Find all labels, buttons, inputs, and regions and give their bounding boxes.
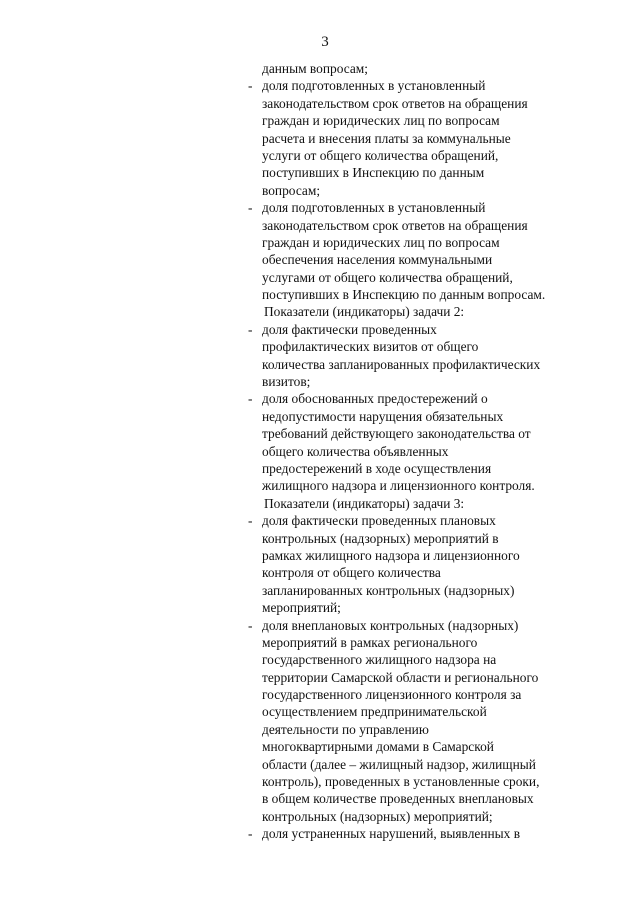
text-line (248, 599, 593, 616)
text-line (248, 338, 593, 355)
text-line (248, 217, 593, 234)
line-text: поступивших в Инспекцию по данным вопросам. (262, 287, 546, 303)
line-text: законодательством срок ответов на обращения (262, 95, 528, 111)
line-text: многоквартирными домами в Самарской (262, 739, 494, 755)
line-text: доля внеплановых контрольных (надзорных) (262, 617, 519, 633)
line-text: области (далее – жилищный надзор, жилищный (262, 756, 536, 772)
line-text: граждан и юридических лиц по вопросам (262, 234, 500, 250)
line-text: деятельности по управлению (262, 721, 429, 737)
line-text: услуги от общего количества обращений, (262, 147, 499, 163)
text-line (248, 756, 593, 773)
line-text: доля подготовленных в установленный (262, 78, 486, 94)
line-text: контроля от общего количества (262, 565, 441, 581)
text-line (248, 703, 593, 720)
list-item-line (248, 617, 593, 634)
line-text: данным вопросам; (262, 61, 368, 76)
text-line (248, 147, 593, 164)
line-text: контрольных (надзорных) мероприятий; (262, 808, 493, 824)
line-text: рамках жилищного надзора и лицензионного (262, 547, 520, 563)
text-line (248, 547, 593, 564)
line-text: обеспечения населения коммунальными (262, 252, 493, 268)
text-line (248, 112, 593, 129)
text-line (248, 564, 593, 581)
text-line (248, 164, 593, 181)
text-line (248, 721, 593, 738)
bullet-dash: - (248, 78, 253, 94)
text-line (248, 425, 593, 442)
line-text: доля фактически проведенных (262, 321, 437, 337)
text-line (248, 356, 593, 373)
text-line (248, 443, 593, 460)
line-text: общего количества объявленных (262, 443, 449, 459)
line-text: осуществлением предпринимательской (262, 704, 487, 720)
section-heading-line (248, 303, 593, 320)
text-line (248, 808, 593, 825)
list-item-line (248, 321, 593, 338)
text-line (248, 60, 593, 77)
line-text: расчета и внесения платы за коммунальные (262, 130, 511, 146)
line-text: территории Самарской области и регионального (262, 669, 539, 685)
line-text: недопустимости нарущения обязательных (262, 408, 504, 424)
line-text: доля фактически проведенных плановых (262, 513, 496, 529)
list-item-line (248, 390, 593, 407)
line-text: Показатели (индикаторы) задачи 3: (264, 495, 465, 511)
text-line (248, 286, 593, 303)
text-line (248, 234, 593, 251)
text-line (248, 269, 593, 286)
text-line (248, 651, 593, 668)
list-item-line (248, 825, 593, 842)
line-text: граждан и юридических лиц по вопросам (262, 113, 500, 129)
bullet-dash: - (248, 200, 253, 216)
line-text: доля устраненных нарушений, выявленных в (262, 826, 521, 842)
line-text: в общем количестве проведенных внеплановых (262, 791, 534, 807)
line-text: жилищного надзора и лицензионного контроля. (262, 478, 535, 494)
line-text: мероприятий; (262, 600, 341, 616)
line-text: поступивших в Инспекцию по данным (262, 165, 485, 181)
line-text: контрольных (надзорных) мероприятий в (262, 530, 499, 546)
text-line (248, 738, 593, 755)
line-text: запланированных контрольных (надзорных) (262, 582, 515, 598)
line-text: количества запланированных профилактических (262, 356, 541, 372)
line-text: вопросам; (262, 182, 321, 198)
text-line (248, 634, 593, 651)
text-line (248, 686, 593, 703)
text-line (248, 95, 593, 112)
text-line (248, 669, 593, 686)
list-item-line (248, 77, 593, 94)
line-text: услугами от общего количества обращений, (262, 269, 513, 285)
bullet-dash: - (248, 617, 253, 633)
line-text: доля обоснованных предостережений о (262, 391, 488, 407)
text-line (248, 373, 593, 390)
list-item-line (248, 199, 593, 216)
line-text: требований действующего законодательства от (262, 426, 531, 442)
line-text: государственного лицензионного контроля за (262, 687, 522, 703)
text-line (248, 790, 593, 807)
text-line (248, 773, 593, 790)
line-text: государственного жилищного надзора на (262, 652, 497, 668)
line-text: предостережений в ходе осуществления (262, 460, 492, 476)
text-line (248, 477, 593, 494)
list-item-line (248, 512, 593, 529)
bullet-dash: - (248, 513, 253, 529)
line-text: мероприятий в рамках регионального (262, 634, 478, 650)
text-line (248, 182, 593, 199)
section-heading-line (248, 495, 593, 512)
text-line (248, 582, 593, 599)
text-line (248, 251, 593, 268)
line-text: визитов; (262, 374, 311, 390)
text-line (248, 530, 593, 547)
bullet-dash: - (248, 321, 253, 337)
line-text: профилактических визитов от общего (262, 339, 479, 355)
line-text: Показатели (индикаторы) задачи 2: (264, 304, 465, 320)
text-line (248, 460, 593, 477)
document-body (248, 60, 593, 843)
line-text: контроль), проведенных в установленные сроки, (262, 774, 540, 790)
text-line (248, 408, 593, 425)
line-text: доля подготовленных в установленный (262, 200, 486, 216)
bullet-dash: - (248, 391, 253, 407)
page-number: 3 (321, 34, 329, 50)
line-text: законодательством срок ответов на обращения (262, 217, 528, 233)
bullet-dash: - (248, 826, 253, 842)
text-line (248, 130, 593, 147)
